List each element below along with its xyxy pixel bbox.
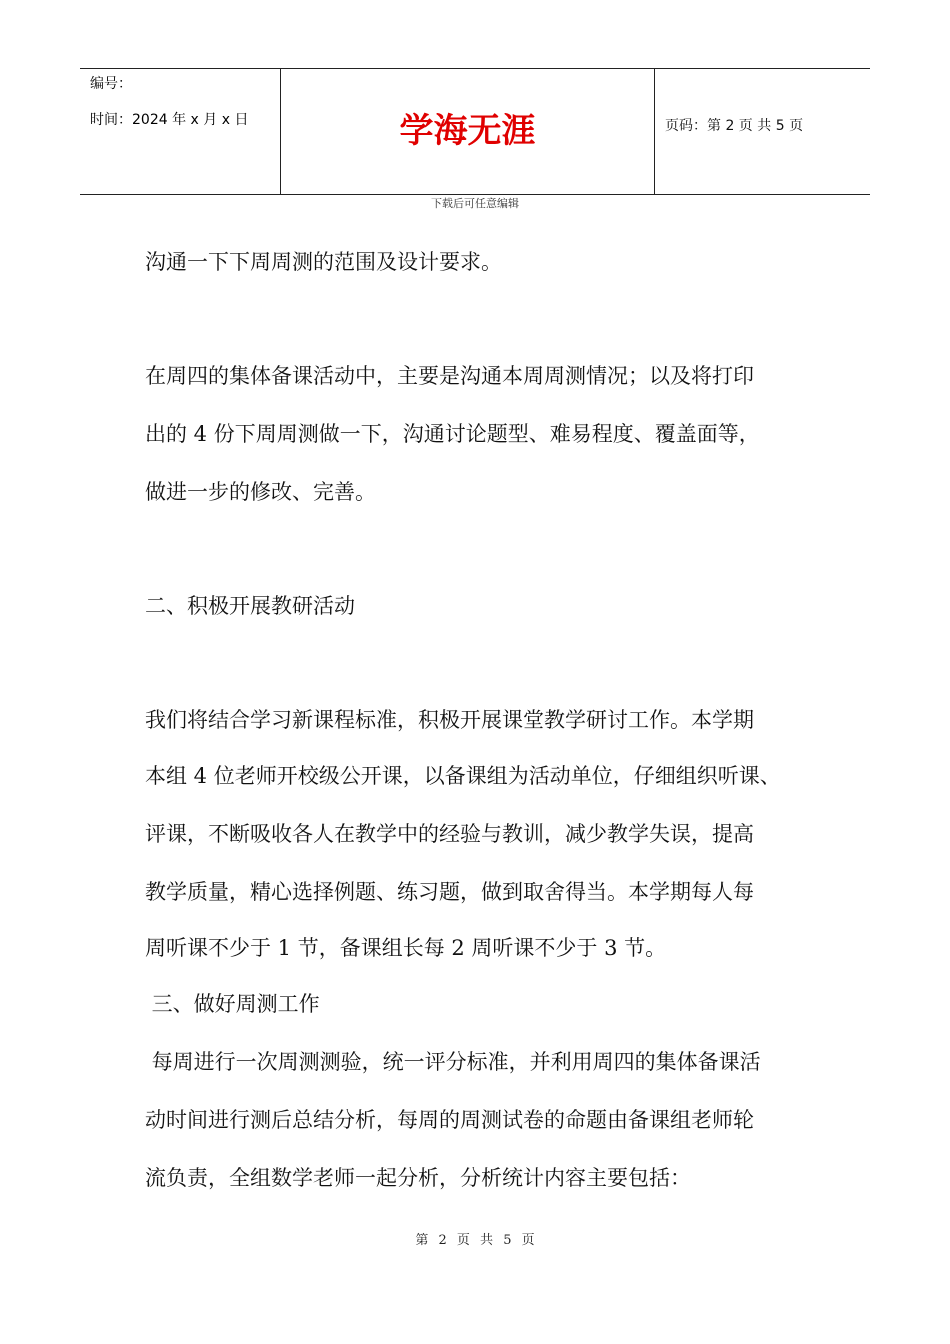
body-line: 教学质量，精心选择例题、练习题，做到取舍得当。本学期每人每	[145, 880, 754, 904]
body-line: 每周进行一次周测测验，统一评分标准，并利用周四的集体备课活	[145, 1050, 761, 1074]
editable-note: 下载后可任意编辑	[431, 197, 519, 210]
page-code: 页码：第 2 页 共 5 页	[665, 118, 804, 134]
header-right-cell	[655, 69, 870, 194]
page-footer: 第 2 页 共 5 页	[415, 1233, 535, 1248]
body-line: 做进一步的修改、完善。	[145, 480, 376, 504]
section-heading: 三、做好周测工作	[145, 992, 320, 1016]
number-label: 编号：	[90, 76, 132, 92]
brand-title: 学海无涯	[399, 111, 536, 151]
time-label: 时间：2024 年 x 月 x 日	[90, 112, 249, 128]
body-line: 在周四的集体备课活动中，主要是沟通本周周测情况；以及将打印	[145, 364, 754, 388]
body-line: 周听课不少于 1 节，备课组长每 2 周听课不少于 3 节。	[145, 936, 667, 960]
body-line: 本组 4 位老师开校级公开课，以备课组为活动单位，仔细组织听课、	[145, 764, 781, 788]
body-line: 出的 4 份下周周测做一下，沟通讨论题型、难易程度、覆盖面等，	[145, 422, 760, 446]
body-line: 评课，不断吸收各人在教学中的经验与教训，减少教学失误，提高	[145, 822, 754, 846]
header-left-cell	[80, 69, 281, 194]
body-line: 沟通一下下周周测的范围及设计要求。	[145, 250, 502, 274]
body-line: 我们将结合学习新课程标准，积极开展课堂教学研讨工作。本学期	[145, 708, 754, 732]
section-heading: 二、积极开展教研活动	[145, 594, 355, 618]
document-header	[80, 68, 870, 195]
body-line: 流负责，全组数学老师一起分析，分析统计内容主要包括：	[145, 1166, 691, 1190]
body-line: 动时间进行测后总结分析，每周的周测试卷的命题由备课组老师轮	[145, 1108, 754, 1132]
header-middle-cell	[281, 69, 655, 194]
